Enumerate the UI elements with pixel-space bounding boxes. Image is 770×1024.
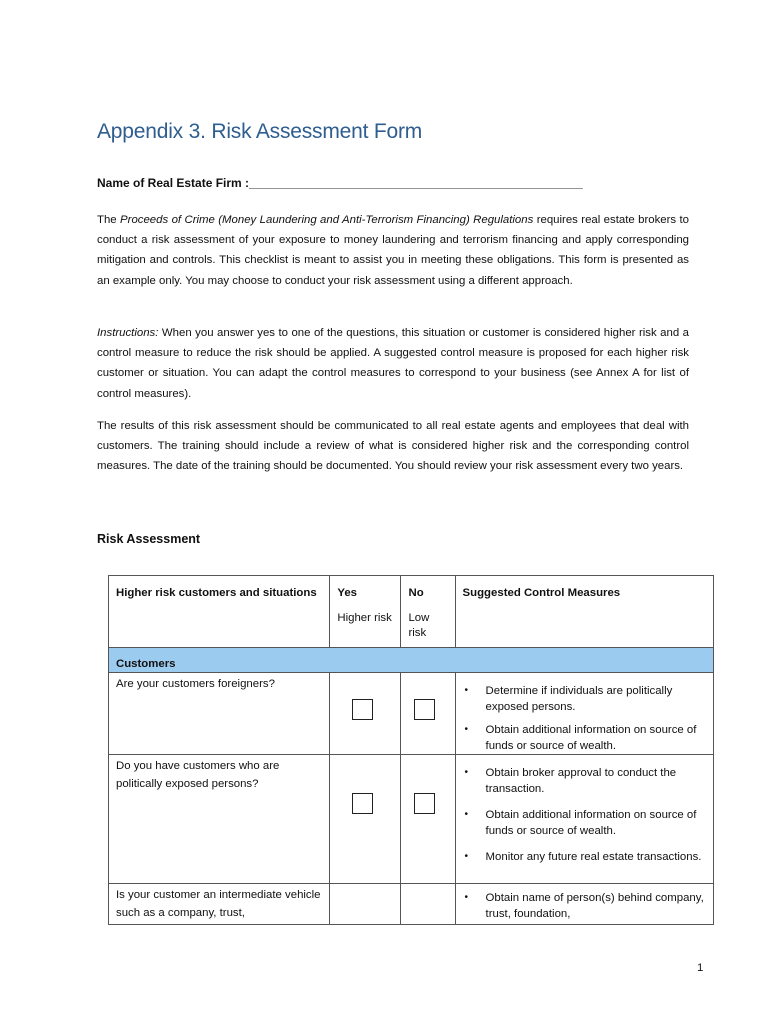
header-yes-sub: Higher risk: [337, 612, 392, 624]
header-measures-label: Suggested Control Measures: [462, 587, 621, 599]
instructions-paragraph: [97, 323, 689, 404]
list-item: [456, 683, 713, 715]
results-paragraph: The results of this risk assessment should be communicated to all real estate agents and employees that deal with customers. The training should include a review of what is considered higher risk and the corresponding control measures. The date of the training should be documented. You should review your risk assessment every two years.: [97, 420, 689, 473]
section-title: Risk Assessment: [97, 532, 201, 546]
measure-text: Monitor any future real estate transactions.: [485, 851, 702, 863]
table-row: [109, 884, 714, 925]
bullet: •: [464, 724, 469, 735]
yes-checkbox[interactable]: [352, 793, 373, 814]
list-item: [456, 890, 713, 922]
page-title: Appendix 3. Risk Assessment Form: [97, 120, 423, 143]
list-item: [456, 807, 713, 839]
no-checkbox[interactable]: [414, 793, 435, 814]
bullet: •: [464, 892, 469, 903]
measure-text: Obtain broker approval to conduct the transaction.: [485, 767, 677, 795]
no-cell: [401, 755, 455, 884]
no-checkbox[interactable]: [414, 699, 435, 720]
measure-text: Obtain name of person(s) behind company, trust, foundation,: [485, 892, 704, 920]
header-risk-situations: [109, 576, 330, 648]
page-number: 1: [697, 962, 704, 974]
bullet: •: [464, 767, 469, 778]
question-text: Do you have customers who are politically exposed persons?: [116, 760, 280, 790]
instructions-text: When you answer yes to one of the questions, this situation or customer is considered higher risk and a control measure to reduce the risk should be applied. A suggested control measure is proposed for each higher risk customer or situation. You can adapt the control measures to correspond to your business (see Annex A for list of control measures).: [97, 327, 689, 400]
p1-rest: requires real estate brokers to conduct a risk assessment of your exposure to money laundering and terrorism financing and apply corresponding mitigation and controls. This checklist is meant to assist you in meeting these obligations. This form is presented as an example only. You may choose to conduct your risk assessment using a different approach.: [97, 214, 690, 287]
yes-cell: [330, 755, 401, 884]
list-item: [456, 849, 713, 865]
bullet: •: [464, 685, 469, 696]
question-cell: [109, 673, 330, 755]
header-no-sub: Low risk: [408, 612, 430, 639]
header-yes: [330, 576, 401, 648]
customers-band-cell: [109, 648, 714, 673]
measures-list: [456, 673, 713, 754]
firm-name-field: Name of Real Estate Firm :__________________________________________________: [97, 176, 583, 190]
no-cell: [401, 884, 455, 925]
yes-checkbox[interactable]: [352, 699, 373, 720]
measures-list: [456, 755, 713, 865]
table-header-row: [109, 576, 714, 648]
list-item: [456, 765, 713, 797]
measure-text: Obtain additional information on source of funds or source of wealth.: [485, 809, 697, 837]
header-risk-situations-label: Higher risk customers and situations: [116, 587, 317, 599]
no-cell: [401, 673, 455, 755]
customers-band: [109, 648, 714, 673]
question-text: Is your customer an intermediate vehicle such as a company, trust,: [116, 889, 321, 919]
instructions-label: Instructions:: [97, 327, 159, 339]
header-yes-label: Yes: [337, 587, 357, 599]
p1-prefix: The: [97, 214, 121, 226]
yes-cell: [330, 884, 401, 925]
risk-assessment-table: [108, 575, 714, 925]
list-item: [456, 722, 713, 754]
header-no: [401, 576, 455, 648]
measures-cell: [455, 755, 713, 884]
question-cell: [109, 755, 330, 884]
question-text: Are your customers foreigners?: [116, 678, 275, 690]
table-row: [109, 755, 714, 884]
table-row: [109, 673, 714, 755]
customers-band-label: Customers: [116, 658, 176, 670]
measure-text: Obtain additional information on source of funds or source of wealth.: [485, 724, 697, 752]
measures-cell: [455, 884, 713, 925]
bullet: •: [464, 851, 469, 862]
measure-text: Determine if individuals are politically exposed persons.: [485, 685, 673, 713]
yes-cell: [330, 673, 401, 755]
header-measures: [455, 576, 713, 648]
bullet: •: [464, 809, 469, 820]
measures-cell: [455, 673, 713, 755]
regulations-title: Proceeds of Crime (Money Laundering and Anti-Terrorism Financing) Regulations: [120, 214, 534, 226]
measures-list: [456, 884, 713, 922]
question-cell: [109, 884, 330, 925]
intro-paragraph-1: [97, 210, 689, 291]
header-no-label: No: [408, 587, 424, 599]
